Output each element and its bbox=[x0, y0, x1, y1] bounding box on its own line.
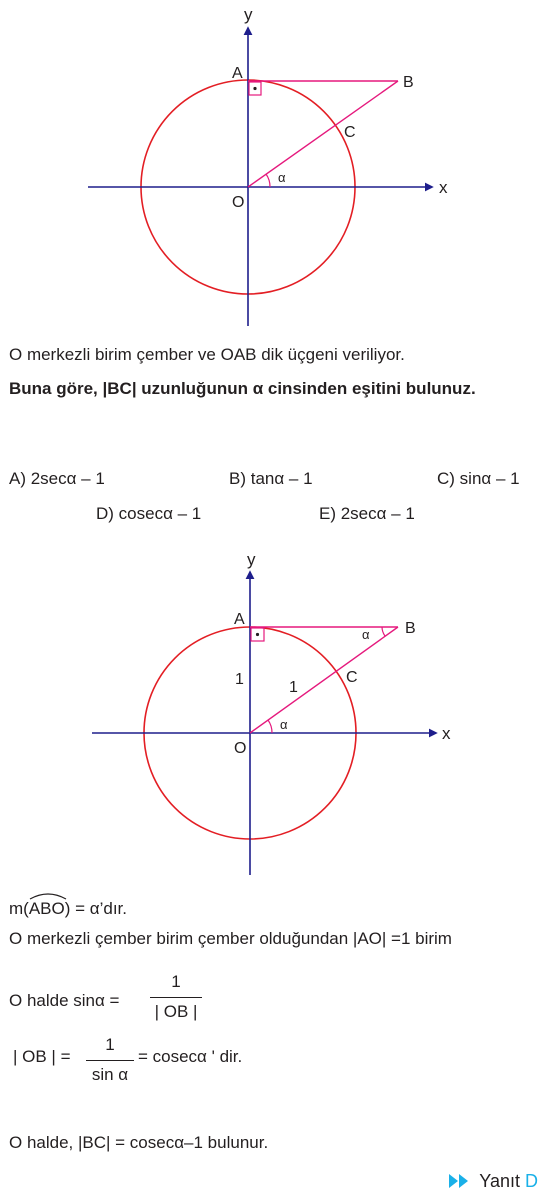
point-c-label: C bbox=[346, 669, 358, 686]
angle-arc-b bbox=[382, 627, 385, 636]
angle-alpha-label: α bbox=[278, 170, 286, 185]
play-arrow-icon bbox=[449, 1174, 458, 1188]
angle-arc-o bbox=[266, 174, 270, 187]
answer-label: Yanıt bbox=[479, 1171, 520, 1191]
question-prompt: Buna göre, |BC| uzunluğunun α cinsinden eşitini bulunuz. bbox=[9, 379, 476, 398]
right-angle-dot bbox=[256, 633, 259, 636]
length-ao-label: 1 bbox=[235, 671, 244, 688]
option-a: A) 2secα – 1 bbox=[9, 469, 105, 488]
point-b-label: B bbox=[405, 620, 416, 637]
y-axis-label: y bbox=[244, 5, 253, 24]
right-angle-dot bbox=[253, 87, 256, 90]
y-axis-label: y bbox=[247, 550, 256, 569]
angle-arc-o bbox=[268, 720, 272, 733]
segment-ob bbox=[250, 627, 398, 733]
fraction-sin-numerator: 1 bbox=[171, 972, 181, 991]
question-diagram bbox=[0, 0, 550, 335]
fraction-ob-numerator: 1 bbox=[105, 1035, 115, 1054]
fraction-sin-bar bbox=[150, 997, 202, 998]
length-oc-label: 1 bbox=[289, 679, 298, 696]
question-statement: O merkezli birim çember ve OAB dik üçgeni veriliyor. bbox=[9, 345, 405, 364]
solution-diagram bbox=[0, 545, 550, 880]
answer-letter: D bbox=[525, 1171, 538, 1191]
solution-sin-prefix: O halde sinα = bbox=[9, 991, 120, 1010]
point-o-label: O bbox=[234, 740, 247, 757]
option-e: E) 2secα – 1 bbox=[319, 504, 415, 523]
answer-indicator bbox=[449, 1170, 538, 1192]
angle-alpha-o-label: α bbox=[280, 717, 288, 732]
solution-result: O halde, |BC| = cosecα–1 bulunur. bbox=[9, 1133, 269, 1152]
angle-m-prefix: m( bbox=[9, 899, 29, 918]
point-o-label: O bbox=[232, 194, 245, 211]
fraction-ob-bar bbox=[86, 1060, 134, 1061]
point-a-label: A bbox=[232, 65, 243, 82]
angle-name: ABO bbox=[29, 898, 65, 920]
option-c: C) sinα – 1 bbox=[437, 469, 520, 488]
play-arrow-icon bbox=[459, 1174, 468, 1188]
option-d: D) cosecα – 1 bbox=[96, 504, 202, 523]
point-c-label: C bbox=[344, 124, 356, 141]
fraction-sin-denominator: | OB | bbox=[154, 1002, 198, 1021]
point-b-label: B bbox=[403, 74, 414, 91]
x-axis-label: x bbox=[439, 178, 448, 197]
segment-ob bbox=[248, 81, 398, 187]
fraction-ob bbox=[86, 1035, 134, 1087]
angle-hat bbox=[28, 892, 68, 900]
solution-angle-line bbox=[9, 898, 127, 920]
solution-unit-circle-line: O merkezli çember birim çember olduğundan |AO| =1 birim bbox=[9, 929, 452, 948]
solution-ob-suffix: = cosecα ' dir. bbox=[138, 1047, 243, 1066]
x-axis-label: x bbox=[442, 724, 451, 743]
point-a-label: A bbox=[234, 611, 245, 628]
fraction-ob-denominator: sin α bbox=[91, 1065, 129, 1084]
fraction-sin bbox=[150, 972, 202, 1024]
angle-m-suffix: ) = α’dır. bbox=[64, 899, 127, 918]
solution-ob-prefix: | OB | = bbox=[13, 1047, 71, 1066]
option-b: B) tanα – 1 bbox=[229, 469, 313, 488]
angle-alpha-b-label: α bbox=[362, 627, 370, 642]
